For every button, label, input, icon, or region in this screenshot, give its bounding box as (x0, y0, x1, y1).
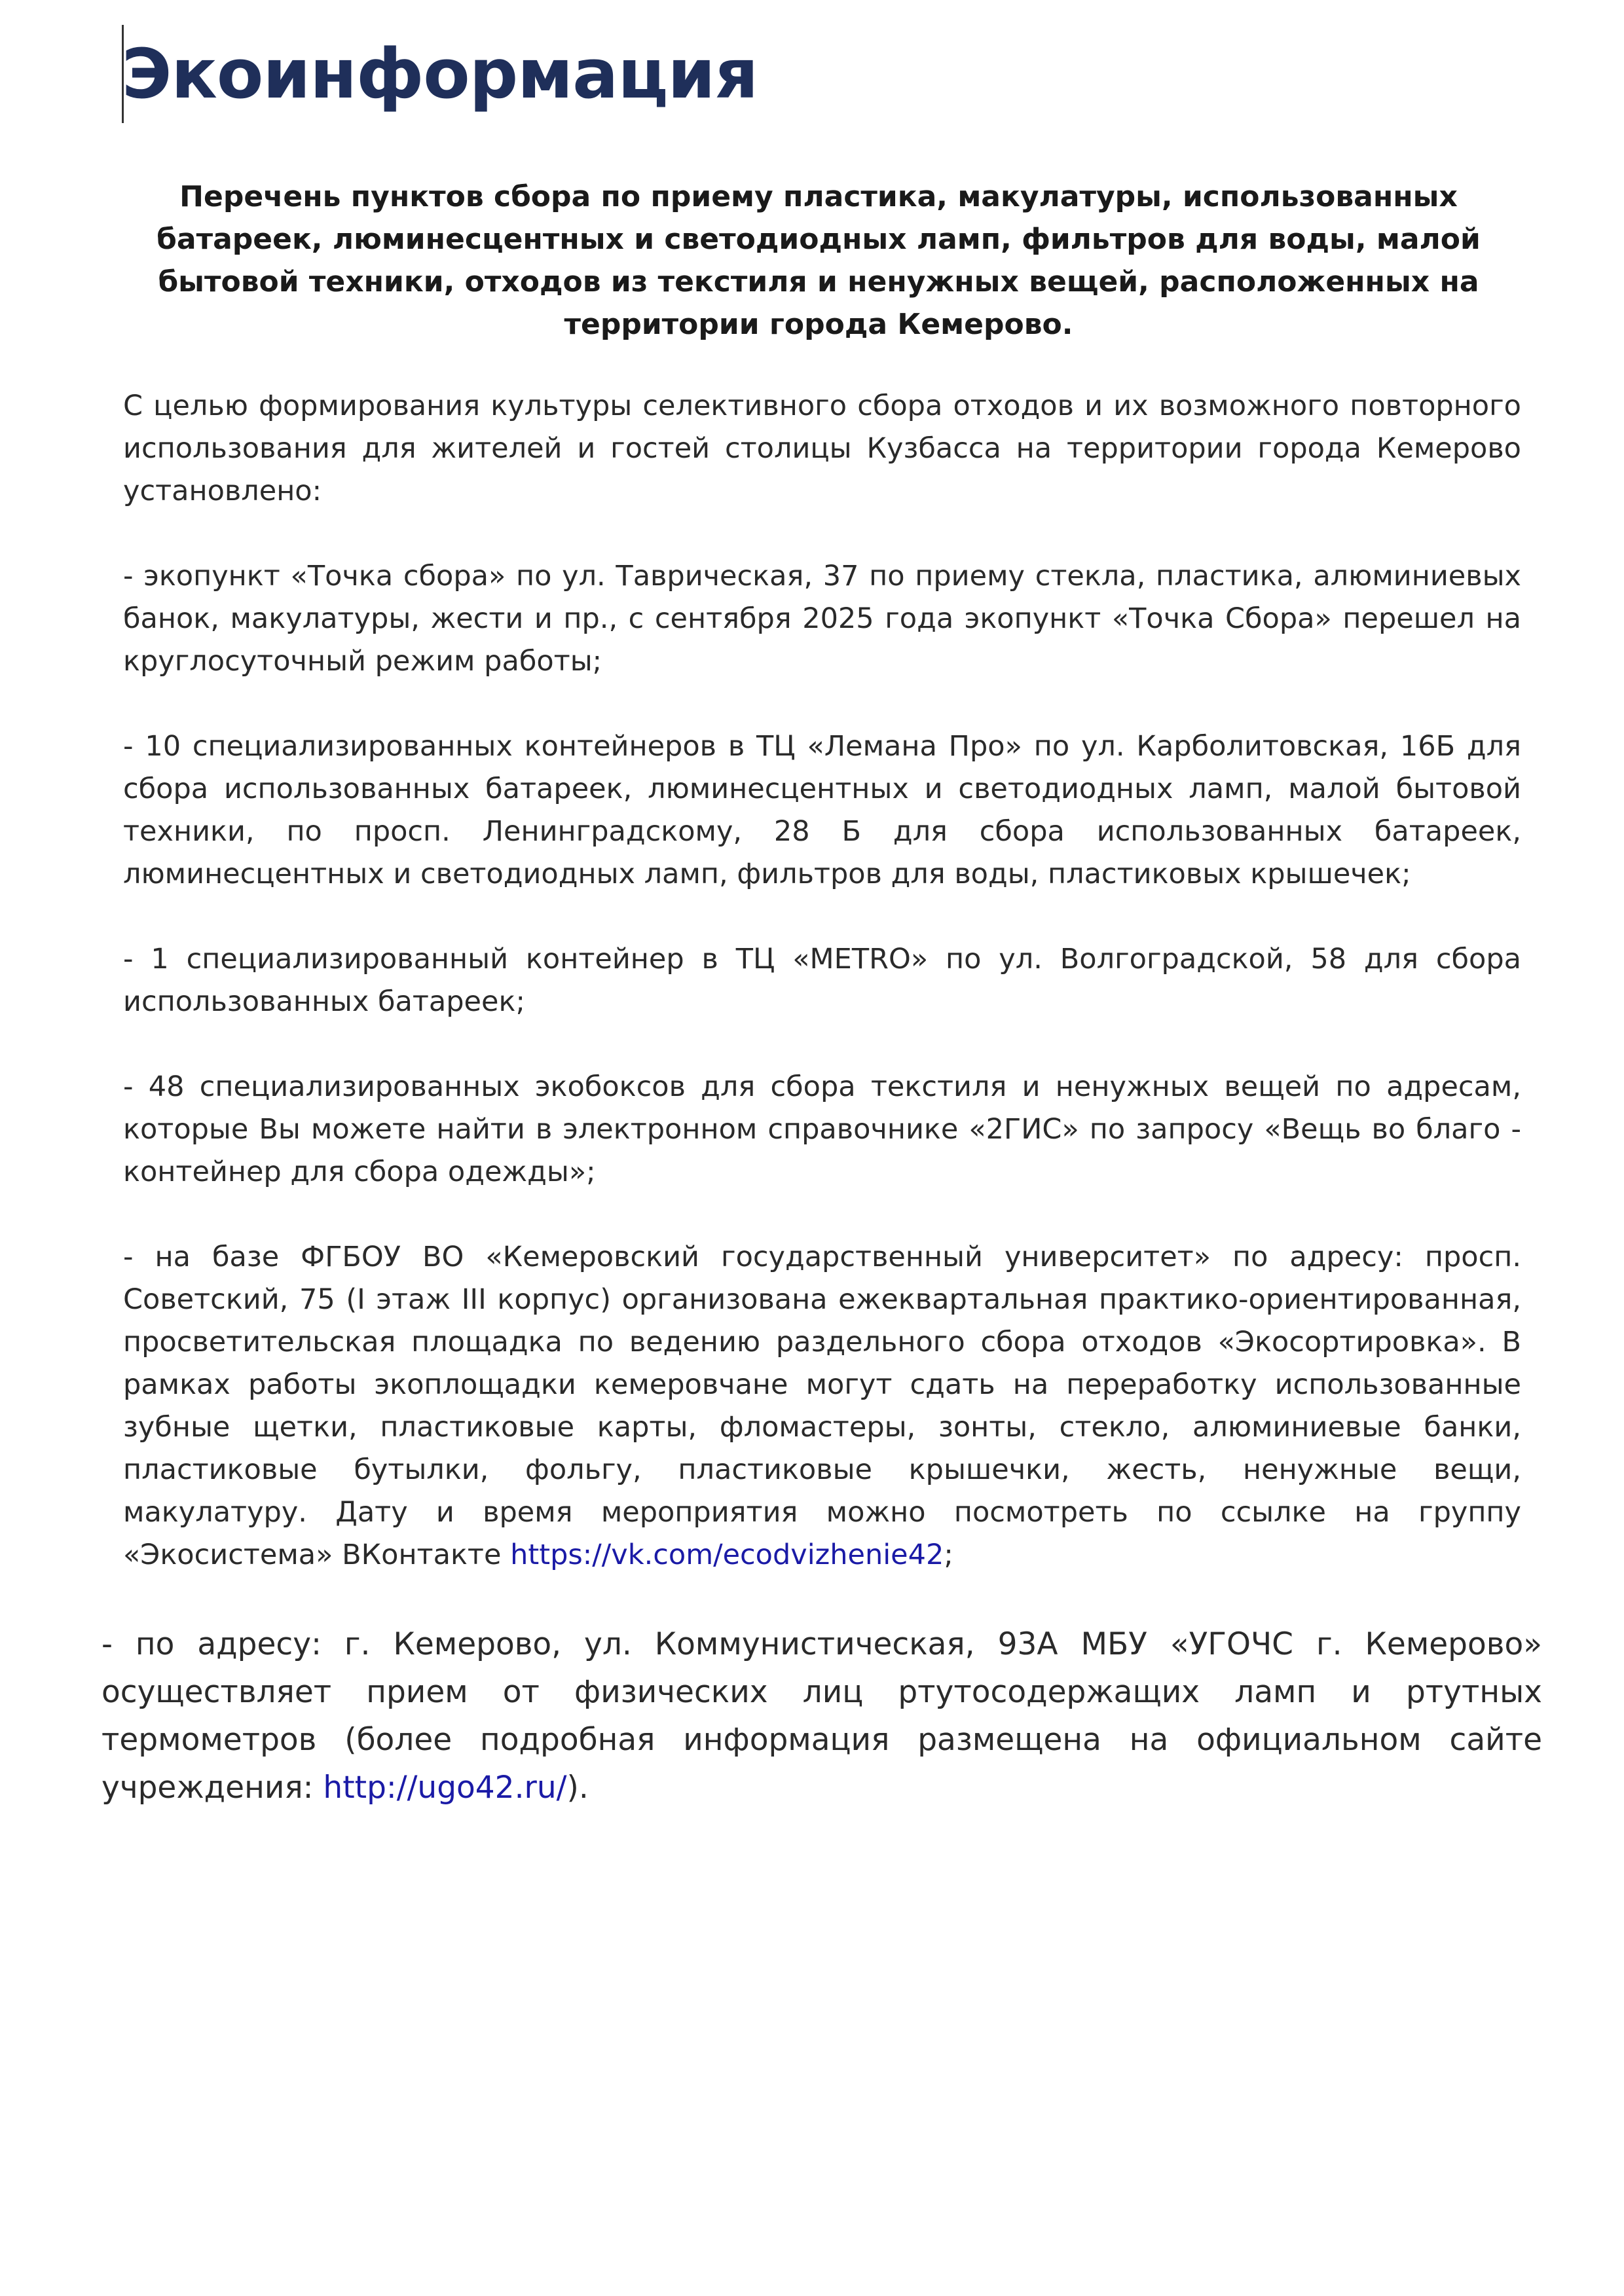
vk-group-link[interactable]: https://vk.com/ecodvizhenie42 (510, 1539, 944, 1571)
intro-paragraph: С целью формирования культуры селективного сбора отходов и их возможного повторного использования для жителей и гостей столицы Кузбасса на территории города Кемерово установлено: (123, 390, 1521, 507)
ugochs-text: - по адресу: г. Кемерово, ул. Коммунистическая, 93А МБУ «УГОЧС г. Кемерово» осуществляет прием от физических лиц ртутосодержащих ламп и ртутных термометров (более подробная информация размещена на официальном сайте учреждения: (101, 1626, 1542, 1806)
list-item-metro: - 1 специализированный контейнер в ТЦ «METRO» по ул. Волгоградской, 58 для сбора использованных батареек; (123, 943, 1521, 1018)
document-subtitle: Перечень пунктов сбора по приему пластика, макулатуры, использованных батареек, люминесцентных и светодиодных ламп, фильтров для воды, малой бытовой техники, отходов из текстиля и ненужных вещей, расположенных на территории города Кемерово. (157, 180, 1481, 341)
kemsu-text-end: ; (944, 1539, 953, 1571)
document-body (123, 385, 1521, 1576)
page-title: Экоинформация (122, 34, 758, 114)
list-item-kemsu (123, 1236, 1521, 1576)
list-item-ecoboxes: - 48 специализированных экобоксов для сбора текстиля и ненужных вещей по адресам, которые Вы можете найти в электронном справочнике «2ГИС» по запросу «Вещь во благо - контейнер для сбора одежды»; (123, 1070, 1521, 1188)
page-header (122, 25, 758, 123)
list-item-lemana-pro: - 10 специализированных контейнеров в ТЦ «Лемана Про» по ул. Карболитовская, 16Б для сбора использованных батареек, люминесцентных и светодиодных ламп, малой бытовой техники, по просп. Ленинградскому, 28 Б для сбора использованных батареек, люминесцентных и светодиодных ламп, фильтров для воды, пластиковых крышечек; (123, 730, 1521, 890)
ugo42-site-link[interactable]: http://ugo42.ru/ (323, 1770, 567, 1806)
ugochs-text-end: ). (566, 1770, 589, 1806)
list-item-tochka-sbora: - экопункт «Точка сбора» по ул. Таврическая, 37 по приему стекла, пластика, алюминиевых банок, макулатуры, жести и пр., с сентября 2025 года экопункт «Точка Сбора» перешел на круглосуточный режим работы; (123, 560, 1521, 678)
footer-paragraph-ugochs (101, 1620, 1542, 1812)
kemsu-text: - на базе ФГБОУ ВО «Кемеровский государственный университет» по адресу: просп. Советский, 75 (I этаж III корпус) организована ежеквартальная практико-ориентированная, просветительская площадка по ведению раздельного сбора отходов «Экосортировка». В рамках работы экоплощадки кемеровчане могут сдать на переработку использованные зубные щетки, пластиковые карты, фломастеры, зонты, стекло, алюминиевые банки, пластиковые бутылки, фольгу, пластиковые крышечки, жесть, ненужные вещи, макулатуру. Дату и время мероприятия можно посмотреть по ссылке на группу «Экосистема» ВКонтакте (123, 1241, 1521, 1571)
